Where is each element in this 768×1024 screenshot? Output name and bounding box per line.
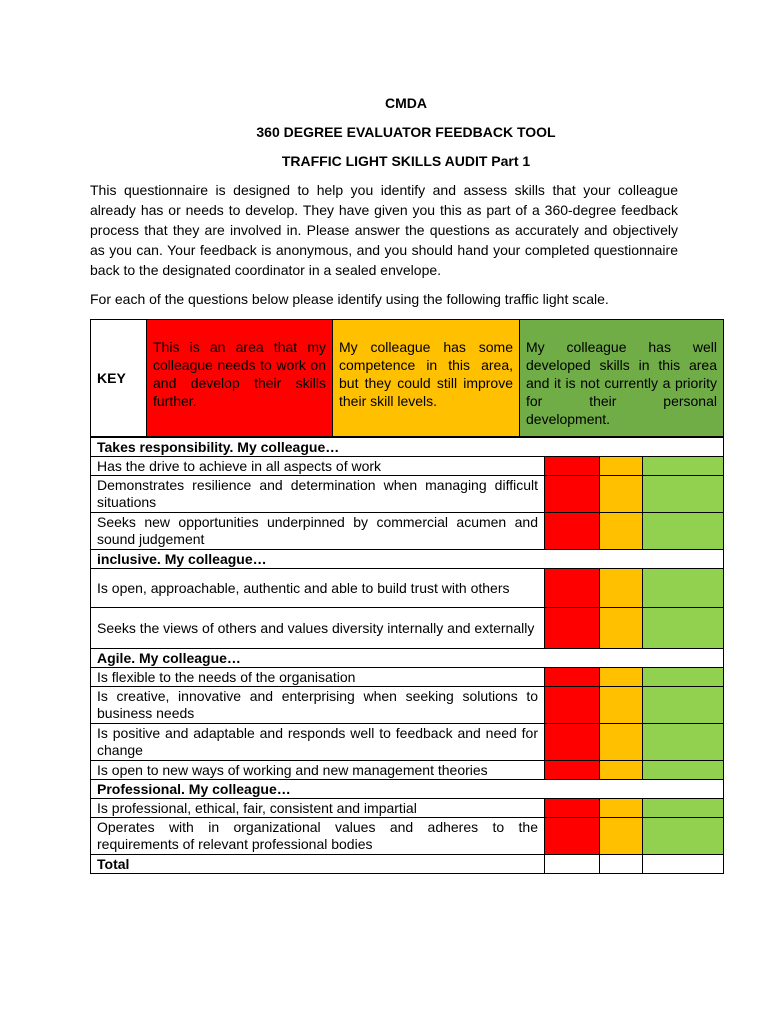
amber-rating-cell[interactable]: [600, 457, 643, 476]
question-text: Is open, approachable, authentic and able to build trust with others: [91, 569, 545, 608]
question-row: [91, 608, 724, 649]
red-rating-cell[interactable]: [545, 569, 600, 608]
amber-rating-cell[interactable]: [600, 476, 643, 513]
red-rating-cell[interactable]: [545, 457, 600, 476]
question-text: Is flexible to the needs of the organisation: [91, 668, 545, 687]
question-row: [91, 818, 724, 855]
question-text: Demonstrates resilience and determination when managing difficult situations: [91, 476, 545, 513]
total-cell[interactable]: [545, 855, 600, 874]
total-cell[interactable]: [600, 855, 643, 874]
question-row: [91, 476, 724, 513]
red-rating-cell[interactable]: [545, 799, 600, 818]
section-heading-row: [91, 649, 724, 668]
green-rating-cell[interactable]: [643, 761, 724, 780]
instruction-paragraph: For each of the questions below please identify using the following traffic light scale.: [90, 291, 609, 307]
amber-rating-cell[interactable]: [600, 687, 643, 724]
question-row: [91, 513, 724, 550]
green-rating-cell[interactable]: [643, 457, 724, 476]
question-text: Seeks new opportunities underpinned by commercial acumen and sound judgement: [91, 513, 545, 550]
section-heading-row: [91, 780, 724, 799]
red-rating-cell[interactable]: [545, 513, 600, 550]
section-heading: Takes responsibility. My colleague…: [91, 438, 724, 457]
question-text: Is positive and adaptable and responds well to feedback and need for change: [91, 724, 545, 761]
question-row: [91, 799, 724, 818]
amber-rating-cell[interactable]: [600, 608, 643, 649]
question-row: [91, 687, 724, 724]
question-text: Seeks the views of others and values diversity internally and externally: [91, 608, 545, 649]
section-heading: Professional. My colleague…: [91, 780, 724, 799]
amber-rating-cell[interactable]: [600, 569, 643, 608]
question-text: Operates with in organizational values and adheres to the requirements of relevant professional bodies: [91, 818, 545, 855]
key-red-description: This is an area that my colleague needs to work on and develop their skills further.: [147, 320, 333, 437]
amber-rating-cell[interactable]: [600, 513, 643, 550]
red-rating-cell[interactable]: [545, 668, 600, 687]
amber-rating-cell[interactable]: [600, 668, 643, 687]
green-rating-cell[interactable]: [643, 668, 724, 687]
green-rating-cell[interactable]: [643, 569, 724, 608]
org-title: CMDA: [385, 95, 427, 111]
key-green-description: My colleague has well developed skills in this area and it is not currently a priority for their personal development.: [520, 320, 724, 437]
red-rating-cell[interactable]: [545, 818, 600, 855]
green-rating-cell[interactable]: [643, 687, 724, 724]
total-row: [91, 855, 724, 874]
amber-rating-cell[interactable]: [600, 724, 643, 761]
green-rating-cell[interactable]: [643, 476, 724, 513]
section-heading: Agile. My colleague…: [91, 649, 724, 668]
amber-rating-cell[interactable]: [600, 761, 643, 780]
tool-title: 360 DEGREE EVALUATOR FEEDBACK TOOL: [256, 124, 556, 140]
question-text: Is professional, ethical, fair, consistent and impartial: [91, 799, 545, 818]
question-row: [91, 761, 724, 780]
green-rating-cell[interactable]: [643, 513, 724, 550]
red-rating-cell[interactable]: [545, 687, 600, 724]
green-rating-cell[interactable]: [643, 724, 724, 761]
question-row: [91, 457, 724, 476]
amber-rating-cell[interactable]: [600, 818, 643, 855]
section-heading-row: [91, 550, 724, 569]
question-text: Has the drive to achieve in all aspects of work: [91, 457, 545, 476]
intro-paragraph: This questionnaire is designed to help you identify and assess skills that your colleague already has or needs to develop. They have given you this as part of a 360-degree feedback process that they are involved in. Please answer the questions as accurately and objectively as you can. Your feedback is anonymous, and you should hand your completed questionnaire back to the designated coordinator in a sealed envelope.: [90, 182, 678, 278]
key-label: KEY: [91, 320, 147, 437]
question-row: [91, 569, 724, 608]
question-text: Is creative, innovative and enterprising when seeking solutions to business needs: [91, 687, 545, 724]
total-label: Total: [91, 855, 545, 874]
amber-rating-cell[interactable]: [600, 799, 643, 818]
question-text: Is open to new ways of working and new management theories: [91, 761, 545, 780]
section-heading-row: [91, 438, 724, 457]
green-rating-cell[interactable]: [643, 818, 724, 855]
section-heading: inclusive. My colleague…: [91, 550, 724, 569]
red-rating-cell[interactable]: [545, 608, 600, 649]
key-amber-description: My colleague has some competence in this area, but they could still improve their skill levels.: [333, 320, 520, 437]
part-title: TRAFFIC LIGHT SKILLS AUDIT Part 1: [281, 153, 531, 169]
question-row: [91, 668, 724, 687]
green-rating-cell[interactable]: [643, 608, 724, 649]
red-rating-cell[interactable]: [545, 724, 600, 761]
question-row: [91, 724, 724, 761]
red-rating-cell[interactable]: [545, 761, 600, 780]
traffic-light-key: [90, 319, 724, 437]
skills-audit-table: [90, 437, 724, 874]
red-rating-cell[interactable]: [545, 476, 600, 513]
total-cell[interactable]: [643, 855, 724, 874]
green-rating-cell[interactable]: [643, 799, 724, 818]
